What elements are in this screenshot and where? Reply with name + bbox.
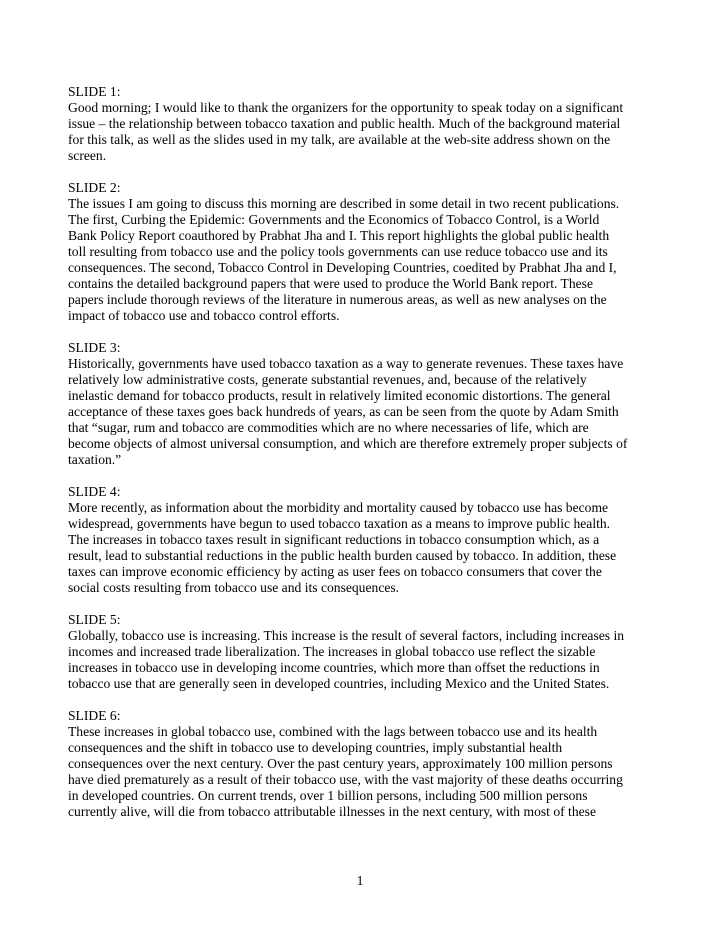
paragraph-line: for this talk, as well as the slides used in my talk, are available at the web-site address shown on the	[68, 132, 611, 147]
slide-3-heading: SLIDE 3:	[68, 340, 121, 355]
paragraph-line: in developed countries. On current trends, over 1 billion persons, including 500 million persons	[68, 788, 588, 803]
slide-2-section	[68, 180, 668, 324]
slide-1-section	[68, 84, 668, 164]
paragraph-line: acceptance of these taxes goes back hundreds of years, as can be seen from the quote by Adam Smith	[68, 404, 619, 419]
paragraph-line: taxes can improve economic efficiency by acting as user fees on tobacco consumers that cover the	[68, 564, 602, 579]
paragraph-line: contains the detailed background papers that were used to produce the World Bank report. These	[68, 276, 593, 291]
paragraph-line: The increases in tobacco taxes result in significant reductions in tobacco consumption which, as a	[68, 532, 600, 547]
paragraph-line: issue – the relationship between tobacco taxation and public health. Much of the background material	[68, 116, 621, 131]
slide-2-heading: SLIDE 2:	[68, 180, 121, 195]
paragraph-line: result, lead to substantial reductions in the public health burden caused by tobacco. In addition, these	[68, 548, 617, 563]
paragraph-line: have died prematurely as a result of their tobacco use, with the vast majority of these deaths occurring	[68, 772, 623, 787]
paragraph-line: increases in tobacco use in developing income countries, which more than offset the reductions in	[68, 660, 600, 675]
paragraph-line: tobacco use that are generally seen in developed countries, including Mexico and the United States.	[68, 676, 610, 691]
paragraph-line: papers include thorough reviews of the literature in numerous areas, as well as new analyses on the	[68, 292, 607, 307]
paragraph-line: Historically, governments have used tobacco taxation as a way to generate revenues. These taxes have	[68, 356, 624, 371]
slide-1-heading: SLIDE 1:	[68, 84, 121, 99]
paragraph-line: impact of tobacco use and tobacco control efforts.	[68, 308, 340, 323]
document-body	[68, 84, 668, 836]
slide-6-section	[68, 708, 668, 820]
paragraph-line: toll resulting from tobacco use and the policy tools governments can use reduce tobacco use and its	[68, 244, 608, 259]
slide-3-section	[68, 340, 668, 468]
paragraph-line: consequences. The second, Tobacco Control in Developing Countries, coedited by Prabhat Jha and I,	[68, 260, 617, 275]
paragraph-line: These increases in global tobacco use, combined with the lags between tobacco use and its health	[68, 724, 598, 739]
paragraph-line: consequences over the next century. Over the past century years, approximately 100 million persons	[68, 756, 613, 771]
slide-5-heading: SLIDE 5:	[68, 612, 121, 627]
paragraph-line: taxation.”	[68, 452, 122, 467]
paragraph-line: currently alive, will die from tobacco attributable illnesses in the next century, with most of these	[68, 804, 596, 819]
paragraph-line: incomes and increased trade liberalization. The increases in global tobacco use reflect the sizable	[68, 644, 596, 659]
paragraph-line: More recently, as information about the morbidity and mortality caused by tobacco use has become	[68, 500, 609, 515]
paragraph-line: widespread, governments have begun to used tobacco taxation as a means to improve public health.	[68, 516, 611, 531]
paragraph-line: consequences and the shift in tobacco use to developing countries, imply substantial health	[68, 740, 563, 755]
paragraph-line: The first, Curbing the Epidemic: Governments and the Economics of Tobacco Control, is a World	[68, 212, 600, 227]
slide-4-section	[68, 484, 668, 596]
paragraph-line: Good morning; I would like to thank the organizers for the opportunity to speak today on a significant	[68, 100, 624, 115]
slide-5-section	[68, 612, 668, 692]
page-number: 1	[356, 873, 364, 888]
paragraph-line: The issues I am going to discuss this morning are described in some detail in two recent publications.	[68, 196, 620, 211]
paragraph-line: become objects of almost universal consumption, and which are therefore extremely proper subjects of	[68, 436, 628, 451]
paragraph-line: screen.	[68, 148, 107, 163]
paragraph-line: social costs resulting from tobacco use and its consequences.	[68, 580, 400, 595]
paragraph-line: Globally, tobacco use is increasing. This increase is the result of several factors, including increases in	[68, 628, 625, 643]
paragraph-line: relatively low administrative costs, generate substantial revenues, and, because of the relatively	[68, 372, 587, 387]
slide-4-heading: SLIDE 4:	[68, 484, 121, 499]
paragraph-line: inelastic demand for tobacco products, result in relatively limited economic distortions. The general	[68, 388, 611, 403]
paragraph-line: Bank Policy Report coauthored by Prabhat Jha and I. This report highlights the global public health	[68, 228, 610, 243]
paragraph-line: that “sugar, rum and tobacco are commodities which are no where necessaries of life, which are	[68, 420, 589, 435]
slide-6-heading: SLIDE 6:	[68, 708, 121, 723]
